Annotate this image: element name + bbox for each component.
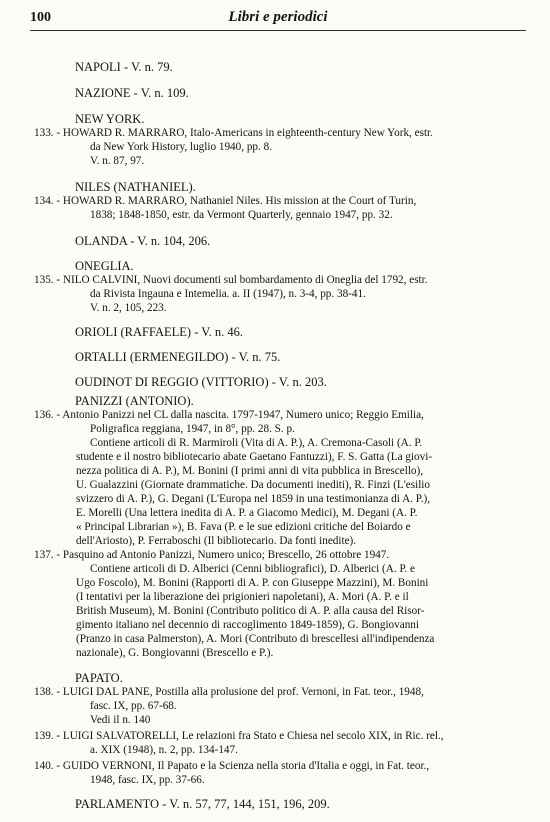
heading-napoli: NAPOLI - V. n. 79. (75, 60, 173, 74)
entry-139-line-1: 139. - LUIGI SALVATORELLI, Le relazioni fra Stato e Chiesa nel secolo XIX, in Ric. rel., (34, 730, 444, 742)
entry-137-line-1: 137. - Pasquino ad Antonio Panizzi, Numero unico; Brescello, 26 ottobre 1947. (34, 549, 390, 561)
entry-134-line-2: 1838; 1848-1850, estr. da Vermont Quarterly, gennaio 1947, pp. 32. (90, 209, 393, 221)
heading-oneglia: ONEGLIA. (75, 259, 134, 273)
entry-139-line-2: a. XIX (1948), n. 2, pp. 134-147. (90, 744, 238, 756)
heading-olanda: OLANDA - V. n. 104, 206. (75, 234, 211, 248)
entry-137-line-8: nazionale), G. Bongiovanni (Brescello e P.). (76, 647, 274, 659)
heading-oudinot: OUDINOT DI REGGIO (VITTORIO) - V. n. 203. (75, 375, 327, 389)
entry-138-line-3: Vedi il n. 140 (90, 714, 151, 726)
entry-136-line-9: « Principal Librarian »), B. Fava (P. e le sue edizioni critiche del Boiardo e (76, 521, 411, 533)
entry-136-line-3: Contiene articoli di R. Marmiroli (Vita di A. P.), A. Cremona-Casoli (A. P. (90, 437, 423, 449)
entry-133-line-1: 133. - HOWARD R. MARRARO, Italo-Americans in eighteenth-century New York, estr. (34, 127, 433, 139)
entry-135-line-3: V. n. 2, 105, 223. (90, 302, 167, 314)
heading-orioli: ORIOLI (RAFFAELE) - V. n. 46. (75, 325, 244, 339)
entry-137-line-4: (I tentativi per la liberazione dei prigionieri napoletani), A. Mori (A. P. e il (76, 591, 409, 603)
entry-137-line-6: gimento italiano nel decennio di raccoglimento 1849-1859), G. Bongiovanni (76, 619, 420, 631)
heading-nazione: NAZIONE - V. n. 109. (75, 86, 189, 100)
heading-newyork: NEW YORK. (75, 112, 145, 126)
entry-140-line-1: 140. - GUIDO VERNONI, Il Papato e la Scienza nella storia d'Italia e oggi, in Fat. teor., (34, 760, 430, 772)
entry-136-line-5: nezza politica di A. P.), M. Bonini (I primi anni di vita pubblica in Brescello), (76, 465, 424, 477)
entry-137-line-5: British Museum), M. Bonini (Contributo politico di A. P. alla causa del Risor- (76, 605, 425, 617)
entry-137-line-7: (Pranzo in casa Palmerston), A. Mori (Contributo di brescellesi all'indipendenza (76, 633, 435, 645)
entry-136-line-4: studente e il nostro bibliotecario abate Gaetano Fantuzzi), F. S. Gatta (La giovi- (76, 451, 433, 463)
entry-133-line-3: V. n. 87, 97. (90, 155, 145, 167)
entry-135-line-2: da Rivista Ingauna e Intemelia. a. II (1947), n. 3-4, pp. 38-41. (90, 288, 366, 300)
heading-niles: NILES (NATHANIEL). (75, 180, 196, 194)
entry-136-line-10: dell'Ariosto), P. Ferraboschi (Il bibliotecario. Da fonti inedite). (76, 535, 357, 547)
entry-134-line-1: 134. - HOWARD R. MARRARO, Nathaniel Niles. His mission at the Court of Turin, (34, 195, 417, 207)
entry-137-line-2: Contiene articoli di D. Alberici (Cenni bibliografici), D. Alberici (A. P. e (90, 563, 415, 575)
heading-ortalli: ORTALLI (ERMENEGILDO) - V. n. 75. (75, 350, 281, 364)
entry-135-line-1: 135. - NILO CALVINI, Nuovi documenti sul bombardamento di Oneglia del 1792, estr. (34, 274, 428, 286)
entry-136-line-1: 136. - Antonio Panizzi nel CL dalla nascita. 1797-1947, Numero unico; Reggio Emilia, (34, 409, 424, 421)
page-number: 100 (30, 10, 51, 25)
entry-138-line-2: fasc. IX, pp. 67-68. (90, 700, 177, 712)
entry-138-line-1: 138. - LUIGI DAL PANE, Postilla alla prolusione del prof. Vernoni, in Fat. teor., 1948, (34, 686, 424, 698)
entry-136-line-6: U. Gualazzini (Giornate drammatiche. Da documenti inediti), R. Finzi (L'esilio (76, 479, 431, 491)
heading-papato: PAPATO. (75, 671, 123, 685)
entry-133-line-2: da New York History, luglio 1940, pp. 8. (90, 141, 273, 153)
page-header (30, 8, 526, 31)
entry-136-line-8: E. Morelli (Una lettera inedita di A. P. a Giacomo Medici), M. Degani (A. P. (76, 507, 418, 519)
entry-137-line-3: Ugo Foscolo), M. Bonini (Rapporti di A. P. con Giuseppe Mazzini), M. Bonini (76, 577, 429, 589)
heading-panizzi: PANIZZI (ANTONIO). (75, 394, 194, 408)
entry-140-line-2: 1948, fasc. IX, pp. 37-66. (90, 774, 205, 786)
entry-136-line-2: Poligrafica reggiana, 1947, in 8°, pp. 28. S. p. (90, 423, 295, 435)
entry-136-line-7: svizzero di A. P.), G. Degani (L'Europa nel 1859 in una testimonianza di A. P.), (76, 493, 431, 505)
running-title: Libri e periodici (228, 9, 328, 25)
heading-parlamento: PARLAMENTO - V. n. 57, 77, 144, 151, 196, 209. (75, 797, 330, 811)
